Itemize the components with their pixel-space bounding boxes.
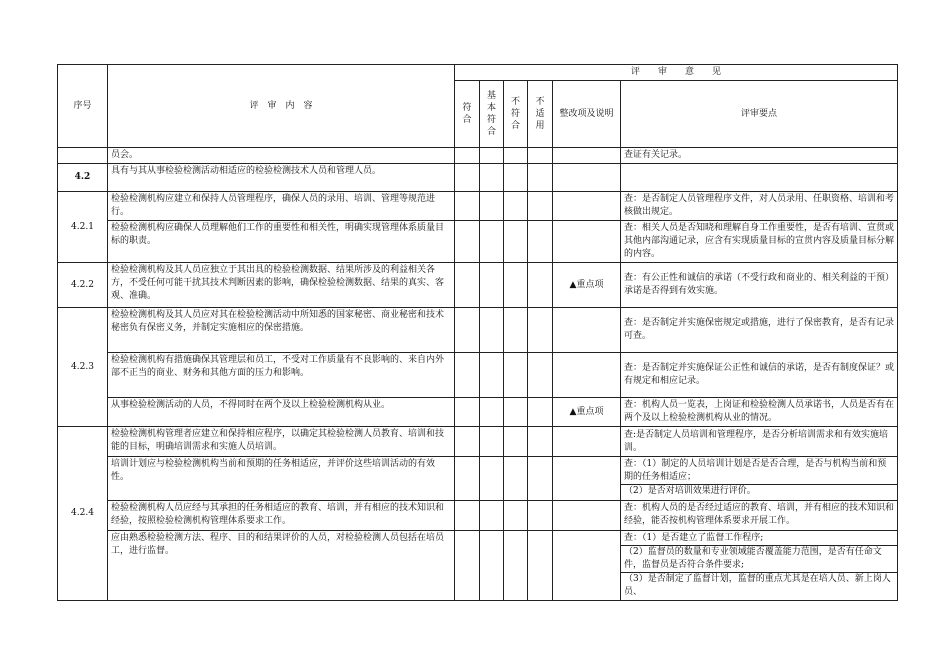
table-row [58, 531, 898, 601]
row-content: 培训计划应与检验检测机构当前和预期的任务相适应，并评价这些培训活动的有效性。 [108, 457, 455, 501]
row-content: 员会。 [108, 148, 455, 164]
table-row [58, 192, 898, 221]
row-seq: 4.2.2 [58, 263, 108, 308]
row-points: 查：相关人员是否知晓和理解自身工作重要性，是否有培训、宣贯或其他内部沟通记录，应含有实现质量目标的宣贯内容及质量目标分解的内容。 [621, 221, 898, 263]
table-row [58, 308, 898, 353]
row-content: 检验检测机构及其人员应对其在检验检测活动中所知悉的国家秘密、商业秘密和技术秘密负有保密义务，并制定实施相应的保密措施。 [108, 308, 455, 353]
table-row [58, 501, 898, 531]
row-content: 检验检测机构应建立和保持人员管理程序，确保人员的录用、培训、管理等规范进行。 [108, 192, 455, 221]
points-line: 查：（1）制定的人员培训计划是否是否合理，是否与机构当前和预期的任务相适应； [624, 459, 887, 482]
header-key-points: 评审要点 [621, 81, 898, 148]
header-not-conform: 不 符 合 [504, 81, 528, 148]
row-points: 查：是否制定并实施保密规定或措施，进行了保密教育，是否有记录可查。 [621, 308, 898, 353]
header-opinion: 评 审 意 见 [455, 65, 898, 81]
table-row [58, 148, 898, 164]
row-content: 从事检验检测活动的人员，不得同时在两个及以上检验检测机构从业。 [108, 398, 455, 427]
row-seq: 4.2.3 [58, 308, 108, 427]
row-content: 检验检测机构及其人员应独立于其出具的检验检测数据、结果所涉及的利益相关各方，不受任何可能干扰其技术判断因素的影响，确保检验检测数据、结果的真实、客观、准确。 [108, 263, 455, 308]
points-line: （2）监督员的数量和专业领域能否覆盖能力范围，是否有任命文件，监督员是否符合条件要求; [621, 545, 897, 572]
row-points: 查：是否制定人员管理程序文件，对人员录用、任职资格、培训和考核做出规定。 [621, 192, 898, 221]
header-basic-conform: 基 本 符 合 [480, 81, 504, 148]
header-conform: 符 合 [455, 81, 480, 148]
table-row [58, 457, 898, 501]
row-points: 查：机构人员的是否经过适应的教育、培训，并有相应的技术知识和经验，能否按机构管理体系要求开展工作。 [621, 501, 898, 531]
table-row [58, 221, 898, 263]
table-row [58, 398, 898, 427]
row-content: 检验检测机构管理者应建立和保持相应程序，以确定其检验检测人员教育、培训和技能的目标，明确培训需求和实施人员培训。 [108, 427, 455, 457]
key-item-marker: ▲重点项 [553, 263, 621, 308]
row-points: 查:是否制定人员培训和管理程序，是否分析培训需求和有效实施培训。 [621, 427, 898, 457]
header-seq: 序号 [58, 65, 108, 148]
header-not-applicable: 不 适 用 [528, 81, 553, 148]
header-rectify: 整改项及说明 [553, 81, 621, 148]
row-content: 检验检测机构人员应经与其承担的任务相适应的教育、培训，并有相应的技术知识和经验，按照检验检测机构管理体系要求工作。 [108, 501, 455, 531]
review-table [57, 64, 898, 601]
row-points: 查：是否制定并实施保证公正性和诚信的承诺，是否有制度保证？或有规定和相应记录。 [621, 353, 898, 398]
header-content: 评 审 内 容 [108, 65, 455, 148]
row-points: 查：机构人员一览表，上岗证和检验检测人员承诺书，人员是否有在两个及以上检验检测机构从业的情况。 [621, 398, 898, 427]
key-item-marker: ▲重点项 [553, 398, 621, 427]
row-points: 查证有关记录。 [621, 148, 898, 164]
row-points [621, 531, 898, 601]
points-line: 查：（1）是否建立了监督工作程序; [624, 533, 764, 543]
points-line: （3）是否制定了监督计划，监督的重点尤其是在培人员、新上岗人员、 [621, 572, 897, 599]
row-seq: 4.2.4 [58, 427, 108, 601]
row-seq: 4.2.1 [58, 192, 108, 263]
table-row [58, 353, 898, 398]
row-points: 查：有公正性和诚信的承诺（不受行政和商业的、相关利益的干预）承诺是否得到有效实施。 [621, 263, 898, 308]
row-content: 具有与其从事检验检测活动相适应的检验检测技术人员和管理人员。 [108, 164, 455, 192]
row-points [621, 457, 898, 501]
row-seq: 4.2 [58, 164, 108, 192]
row-content: 应由熟悉检验检测方法、程序、目的和结果评价的人员，对检验检测人员包括在培员工，进行监督。 [108, 531, 455, 601]
row-content: 检验检测机构有措施确保其管理层和员工，不受对工作质量有不良影响的、来自内外部不正当的商业、财务和其他方面的压力和影响。 [108, 353, 455, 398]
row-content: 检验检测机构应确保人员理解他们工作的重要性和相关性，明确实现管理体系质量目标的职责。 [108, 221, 455, 263]
points-line: （2）是否对培训效果进行评价。 [621, 484, 897, 498]
table-row [58, 263, 898, 308]
table-row [58, 427, 898, 457]
table-row [58, 164, 898, 192]
review-table-sheet [57, 64, 897, 612]
